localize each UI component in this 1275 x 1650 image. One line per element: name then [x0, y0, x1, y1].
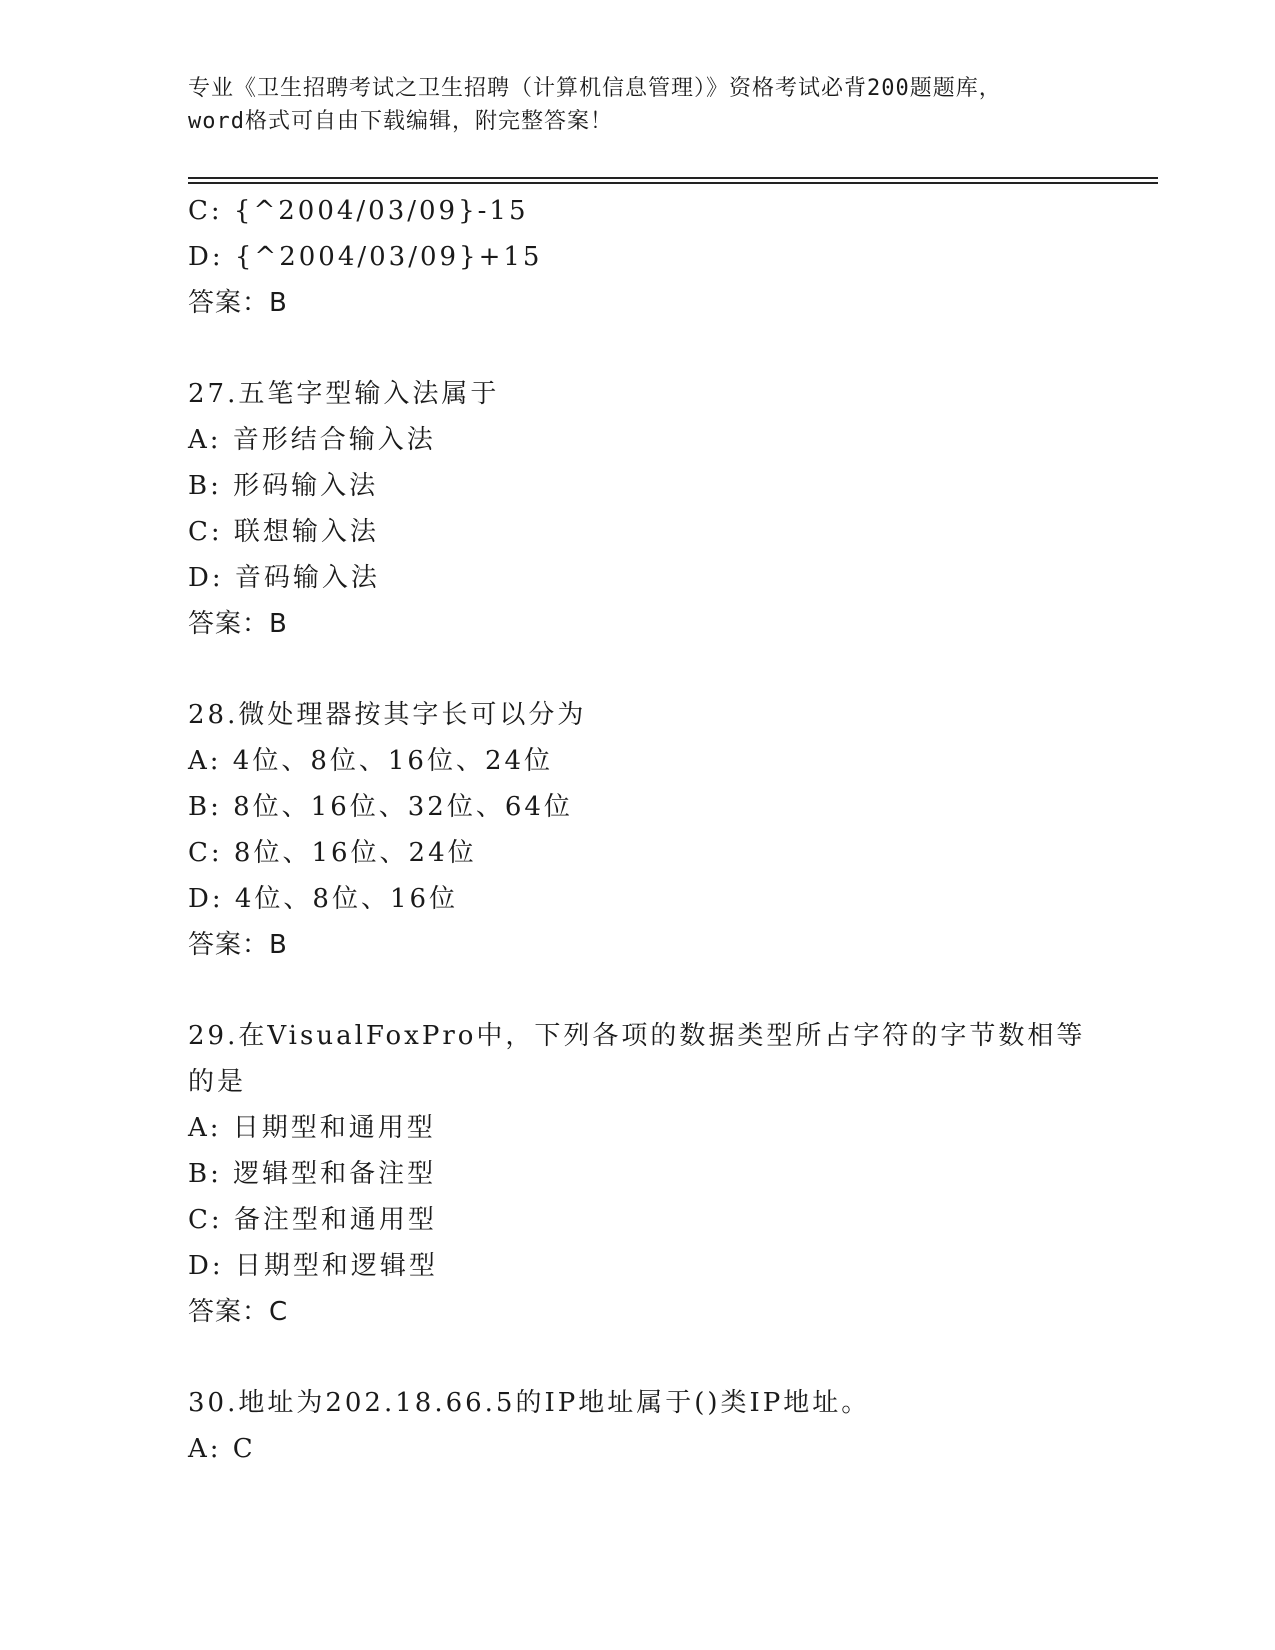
q29-answer: 答案：C — [188, 1297, 289, 1327]
q28-option-d: D: 4位、8位、16位 — [188, 884, 459, 914]
q27-option-b: B: 形码输入法 — [188, 471, 379, 501]
q29-option-b: B: 逻辑型和备注型 — [188, 1159, 437, 1189]
q27-option-d: D: 音码输入法 — [188, 563, 380, 593]
q28-answer: 答案：B — [188, 930, 288, 960]
header-title-line-2: word格式可自由下载编辑，附完整答案！ — [188, 109, 613, 134]
q28-option-b: B: 8位、16位、32位、64位 — [188, 792, 573, 822]
question-26 — [188, 188, 1108, 326]
q27-option-a: A: 音形结合输入法 — [188, 425, 436, 455]
document-header — [188, 72, 1088, 138]
q28-option-c: C: 8位、16位、24位 — [188, 838, 477, 868]
q27-question: 27.五笔字型输入法属于 — [188, 379, 500, 409]
header-divider-bottom — [188, 182, 1158, 184]
q27-option-c: C: 联想输入法 — [188, 517, 379, 547]
q27-answer: 答案：B — [188, 609, 288, 639]
q29-question-line-1: 29.在VisualFoxPro中，下列各项的数据类型所占字符的字节数相等 — [188, 1021, 1086, 1051]
spacer — [188, 326, 1108, 371]
q29-option-c: C: 备注型和通用型 — [188, 1205, 437, 1235]
spacer — [188, 1335, 1108, 1380]
question-28 — [188, 692, 1108, 968]
q30-question: 30.地址为202.18.66.5的IP地址属于()类IP地址。 — [188, 1388, 871, 1418]
header-title-line-1: 专业《卫生招聘考试之卫生招聘（计算机信息管理）》资格考试必背200题题库， — [188, 76, 1002, 101]
question-30 — [188, 1380, 1108, 1472]
q26-option-c: C: {^2004/03/09}-15 — [188, 196, 529, 226]
q28-question: 28.微处理器按其字长可以分为 — [188, 700, 587, 730]
q29-option-a: A: 日期型和通用型 — [188, 1113, 436, 1143]
q26-answer: 答案：B — [188, 288, 288, 318]
spacer — [188, 968, 1108, 1013]
q29-option-d: D: 日期型和逻辑型 — [188, 1251, 438, 1281]
q26-option-d: D: {^2004/03/09}+15 — [188, 242, 543, 272]
q28-option-a: A: 4位、8位、16位、24位 — [188, 746, 554, 776]
q30-option-a: A: C — [188, 1434, 256, 1464]
header-divider-top — [188, 177, 1158, 179]
q29-question-line-2: 的是 — [188, 1067, 247, 1097]
spacer — [188, 647, 1108, 692]
question-list — [188, 188, 1108, 1472]
question-27 — [188, 371, 1108, 647]
question-29 — [188, 1013, 1108, 1335]
